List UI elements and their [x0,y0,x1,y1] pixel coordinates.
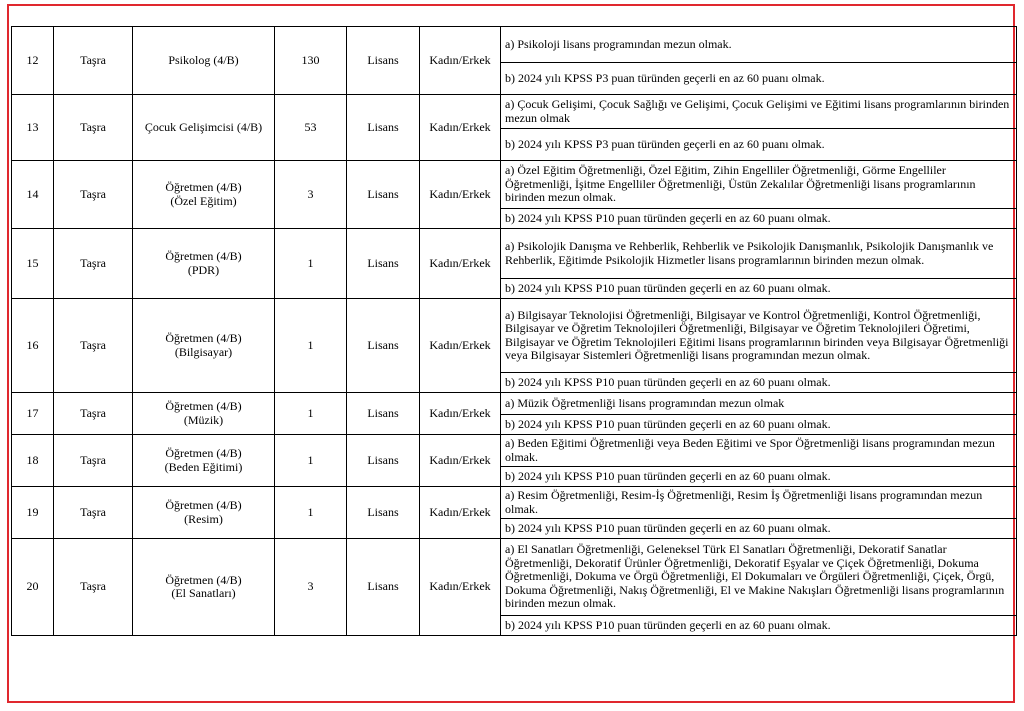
education-level: Lisans [347,435,420,487]
requirement-a: a) Müzik Öğretmenliği lisans programından mezun olmak [501,393,1017,415]
position-count: 1 [275,229,347,299]
location: Taşra [54,435,133,487]
table-row [12,27,1017,63]
position-title: Öğretmen (4/B) (Resim) [133,487,275,539]
table-row [12,95,1017,129]
position-title: Çocuk Gelişimcisi (4/B) [133,95,275,161]
position-count: 130 [275,27,347,95]
position-count: 3 [275,539,347,636]
requirement-b: b) 2024 yılı KPSS P10 puan türünden geçerli en az 60 puanı olmak. [501,279,1017,299]
requirement-a: a) Resim Öğretmenliği, Resim-İş Öğretmenliği, Resim İş Öğretmenliği lisans programından mezun olmak. [501,487,1017,519]
requirement-b: b) 2024 yılı KPSS P3 puan türünden geçerli en az 60 puanı olmak. [501,63,1017,95]
education-level: Lisans [347,393,420,435]
table-row [12,229,1017,279]
position-count: 1 [275,487,347,539]
requirement-a: a) Psikolojik Danışma ve Rehberlik, Rehberlik ve Psikolojik Danışmanlık, Psikolojik Danışmanlık ve Rehberlik, Eğitimde Psikolojik Hizmetler lisans programlarının birinden mezun olmak. [501,229,1017,279]
table-row [12,299,1017,373]
location: Taşra [54,539,133,636]
education-level: Lisans [347,487,420,539]
requirement-a: a) Çocuk Gelişimi, Çocuk Sağlığı ve Gelişimi, Çocuk Gelişimi ve Eğitimi lisans programlarının birinden mezun olmak [501,95,1017,129]
position-title: Öğretmen (4/B) (Müzik) [133,393,275,435]
table-row [12,161,1017,209]
gender: Kadın/Erkek [420,27,501,95]
position-count: 3 [275,161,347,229]
gender: Kadın/Erkek [420,539,501,636]
row-number: 13 [12,95,54,161]
gender: Kadın/Erkek [420,229,501,299]
education-level: Lisans [347,299,420,393]
row-number: 17 [12,393,54,435]
gender: Kadın/Erkek [420,435,501,487]
requirement-b: b) 2024 yılı KPSS P10 puan türünden geçerli en az 60 puanı olmak. [501,467,1017,487]
position-title: Psikolog (4/B) [133,27,275,95]
education-level: Lisans [347,229,420,299]
gender: Kadın/Erkek [420,393,501,435]
education-level: Lisans [347,95,420,161]
position-count: 1 [275,435,347,487]
location: Taşra [54,393,133,435]
table-row [12,539,1017,616]
location: Taşra [54,229,133,299]
requirement-b: b) 2024 yılı KPSS P10 puan türünden geçerli en az 60 puanı olmak. [501,373,1017,393]
position-count: 53 [275,95,347,161]
requirement-a: a) Psikoloji lisans programından mezun olmak. [501,27,1017,63]
gender: Kadın/Erkek [420,299,501,393]
requirement-b: b) 2024 yılı KPSS P10 puan türünden geçerli en az 60 puanı olmak. [501,415,1017,435]
row-number: 20 [12,539,54,636]
requirement-b: b) 2024 yılı KPSS P10 puan türünden geçerli en az 60 puanı olmak. [501,209,1017,229]
education-level: Lisans [347,161,420,229]
gender: Kadın/Erkek [420,161,501,229]
row-number: 18 [12,435,54,487]
position-count: 1 [275,393,347,435]
row-number: 14 [12,161,54,229]
row-number: 12 [12,27,54,95]
gender: Kadın/Erkek [420,95,501,161]
table-row [12,435,1017,467]
requirement-b: b) 2024 yılı KPSS P10 puan türünden geçerli en az 60 puanı olmak. [501,519,1017,539]
position-title: Öğretmen (4/B) (PDR) [133,229,275,299]
education-level: Lisans [347,27,420,95]
requirement-b: b) 2024 yılı KPSS P10 puan türünden geçerli en az 60 puanı olmak. [501,616,1017,636]
location: Taşra [54,299,133,393]
education-level: Lisans [347,539,420,636]
location: Taşra [54,27,133,95]
gender: Kadın/Erkek [420,487,501,539]
requirement-a: a) Özel Eğitim Öğretmenliği, Özel Eğitim, Zihin Engelliler Öğretmenliği, Görme Engelliler Öğretmenliği, İşitme Engelliler Öğretmenliği, Üstün Zekalılar Öğretmenliği lisans programlarının birinden mezun olmak. [501,161,1017,209]
location: Taşra [54,487,133,539]
location: Taşra [54,95,133,161]
position-title: Öğretmen (4/B) (Özel Eğitim) [133,161,275,229]
table-row [12,487,1017,519]
position-title: Öğretmen (4/B) (El Sanatları) [133,539,275,636]
row-number: 15 [12,229,54,299]
row-number: 19 [12,487,54,539]
position-count: 1 [275,299,347,393]
requirement-a: a) Bilgisayar Teknolojisi Öğretmenliği, Bilgisayar ve Kontrol Öğretmenliği, Kontrol Öğretmenliği, Bilgisayar ve Öğretim Teknolojileri Öğretmenliği, Bilgisayar ve Öğretim Teknolojileri Öğretimi, Bilgisayar ve Öğretim Teknolojileri Eğitimi lisans programlarının birinden veya Bilgisayar Öğretmenliği veya Bilgisayar Sistemleri Öğretmenliği lisans programından mezun olmak. [501,299,1017,373]
positions-table [11,26,1017,636]
table-row [12,393,1017,415]
position-title: Öğretmen (4/B) (Bilgisayar) [133,299,275,393]
position-title: Öğretmen (4/B) (Beden Eğitimi) [133,435,275,487]
requirement-b: b) 2024 yılı KPSS P3 puan türünden geçerli en az 60 puanı olmak. [501,129,1017,161]
row-number: 16 [12,299,54,393]
location: Taşra [54,161,133,229]
requirement-a: a) Beden Eğitimi Öğretmenliği veya Beden Eğitimi ve Spor Öğretmenliği lisans programından mezun olmak. [501,435,1017,467]
requirement-a: a) El Sanatları Öğretmenliği, Geleneksel Türk El Sanatları Öğretmenliği, Dekoratif Sanatlar Öğretmenliği, Dekoratif Ürünler Öğretmenliği, Dekoratif Eşyalar ve Çiçek Öğretmenliği, Dokuma Öğretmenliği, Dokuma ve Örgü Öğretmenliği, El Dokumaları ve Örgüleri Öğretmenliği, Çiçek, Örgü, Dokuma Öğretmenliği, Nakış Öğretmenliği, El ve Makine Nakışları Öğretmenliği lisans programlarının birinden mezun olmak. [501,539,1017,616]
